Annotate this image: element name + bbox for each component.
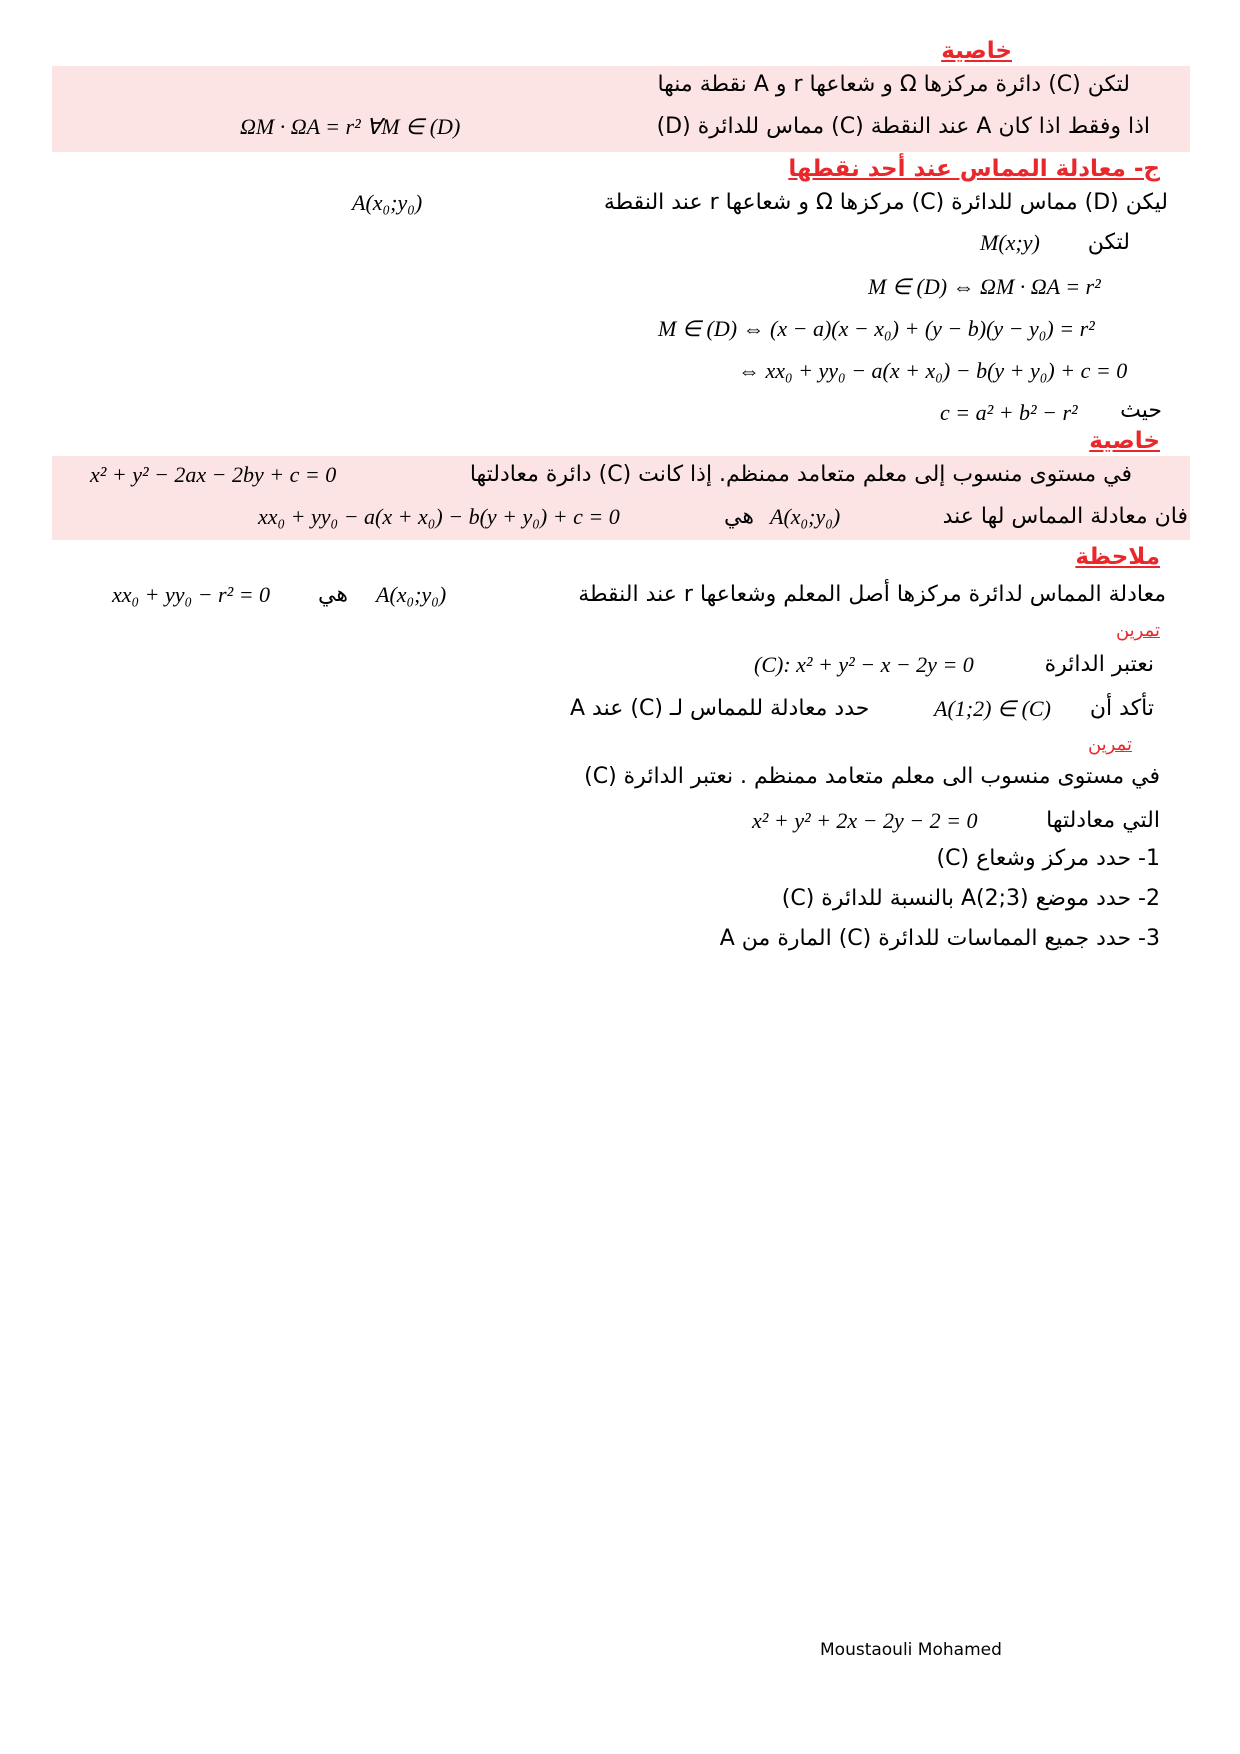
property1-heading: خاصية <box>941 38 1012 64</box>
remark-text: معادلة المماس لدائرة مركزها أصل المعلم وشعاعها r عند النقطة <box>578 582 1166 607</box>
property2-heading: خاصية <box>1089 428 1160 454</box>
section-c-line2-math: M(x;y) <box>980 230 1040 255</box>
remark-is: هي <box>318 582 348 607</box>
remark-heading: ملاحظة <box>1075 544 1160 570</box>
property2-line2-text: فان معادلة المماس لها عند <box>942 504 1188 529</box>
section-c-heading: ج- معادلة المماس عند أحد نقطها <box>788 156 1160 182</box>
exercise2-line2-math: x² + y² + 2x − 2y − 2 = 0 <box>752 808 978 833</box>
property2-line1-math: x² + y² − 2ax − 2by + c = 0 <box>90 462 337 487</box>
section-c-eq1: M ∈ (D) ⇔ ΩM · ΩA = r² <box>868 274 1101 299</box>
remark-point: A(x₀;y₀) <box>376 582 447 607</box>
footer-author: Moustaouli Mohamed <box>820 1640 1002 1660</box>
exercise2-line2-text: التي معادلتها <box>1046 808 1160 833</box>
section-c-line1-text: ليكن (D) مماس للدائرة (C) مركزها Ω و شعاعها r عند النقطة <box>603 190 1168 215</box>
exercise2-line1-text: في مستوى منسوب الى معلم متعامد ممنظم . نعتبر الدائرة (C) <box>584 764 1160 789</box>
property1-line2-text: (D) مماس للدائرة (C) عند النقطة A اذا وفقط اذا كان <box>656 114 1150 139</box>
property2-box <box>52 456 1190 540</box>
exercise1-line1-text: نعتبر الدائرة <box>1044 652 1154 677</box>
property2-line2-math: xx₀ + yy₀ − a(x + x₀) − b(y + y₀) + c = 0 <box>258 504 620 529</box>
exercise1-line2-math: A(1;2) ∈ (C) <box>934 696 1051 721</box>
property2-line2-point: A(x₀;y₀) <box>770 504 841 529</box>
exercise2-item-2: 2- حدد موضع A(2;3) بالنسبة للدائرة (C) <box>781 886 1160 911</box>
remark-math: xx₀ + yy₀ − r² = 0 <box>112 582 271 607</box>
property1-line1: لتكن (C) دائرة مركزها Ω و شعاعها r و A نقطة منها <box>657 72 1130 97</box>
section-c-eq3: ⇔ xx₀ + yy₀ − a(x + x₀) − b(y + y₀) + c = 0 <box>738 358 1128 383</box>
property1-box <box>52 66 1190 152</box>
property1-line2-math: ΩM · ΩA = r² ∀M ∈ (D) <box>240 114 461 139</box>
property2-line2-is: هي <box>724 504 754 529</box>
section-c-eq2: M ∈ (D) ⇔ (x − a)(x − x₀) + (y − b)(y − y₀) = r² <box>658 316 1095 341</box>
exercise2-label: تمرين <box>1087 734 1132 755</box>
exercise1-line2-text: تأكد أن <box>1089 696 1154 721</box>
section-c-line2-text: لتكن <box>1087 230 1130 255</box>
property2-line1-text: في مستوى منسوب إلى معلم متعامد ممنظم. إذا كانت (C) دائرة معادلتها <box>469 462 1132 487</box>
exercise1-line2-text2: حدد معادلة للمماس لـ (C) عند A <box>570 696 870 721</box>
section-c-line1-math: A(x₀;y₀) <box>352 190 423 215</box>
exercise1-label: تمرين <box>1115 620 1160 641</box>
section-c-where-math: c = a² + b² − r² <box>940 400 1078 425</box>
exercise2-item-1: 1- حدد مركز وشعاع (C) <box>936 846 1160 871</box>
exercise1-line1-math: (C): x² + y² − x − 2y = 0 <box>754 652 974 677</box>
section-c-where-label: حيث <box>1120 398 1162 423</box>
exercise2-item-3: 3- حدد جميع المماسات للدائرة (C) المارة من A <box>719 926 1160 951</box>
